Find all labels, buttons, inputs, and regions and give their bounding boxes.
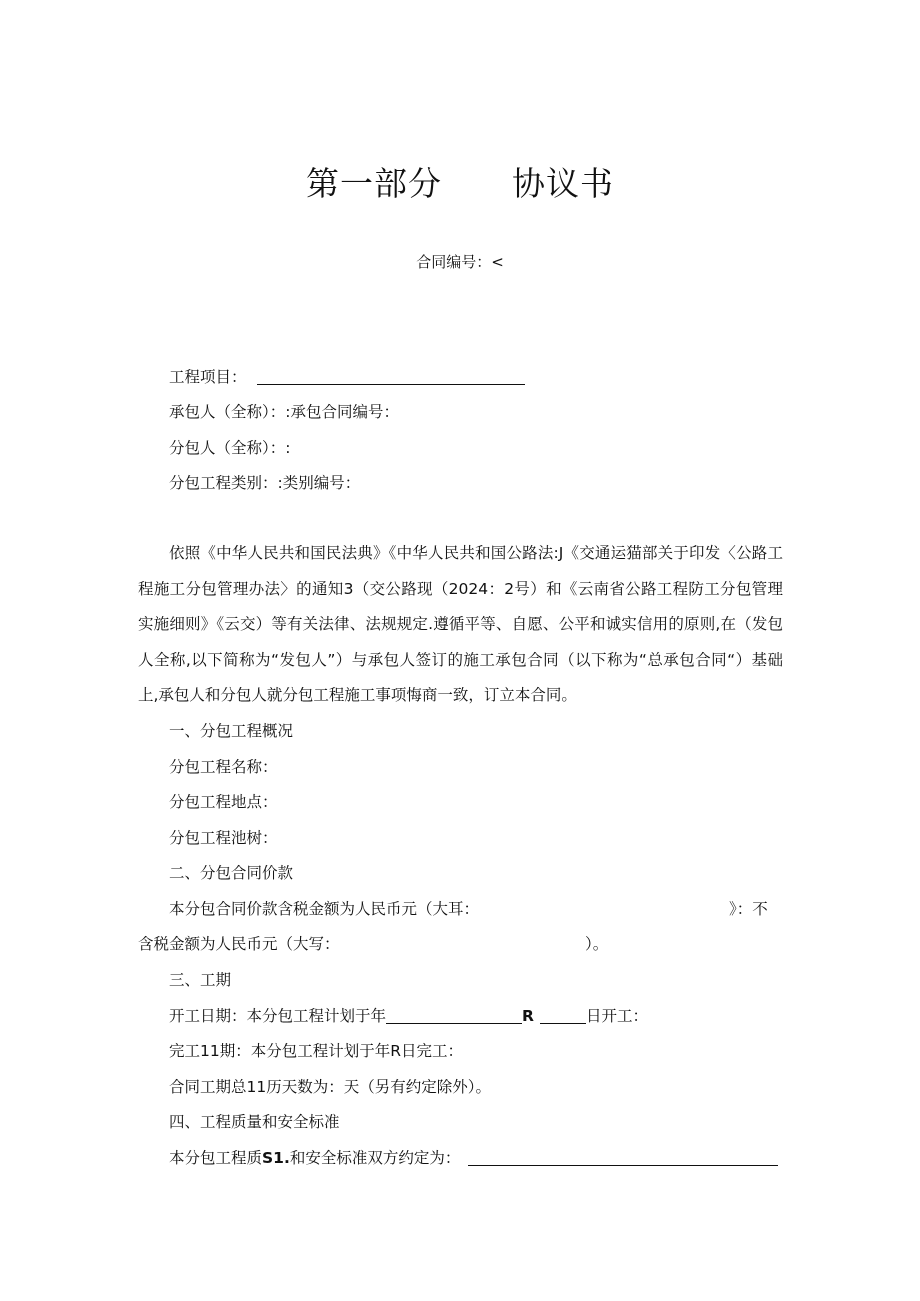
price-line-1-b: 》：不: [729, 900, 768, 918]
price-line-2-a: 含税金额为人民币元（大写：: [138, 935, 340, 953]
subproject-location-label: 分包工程地点：: [169, 793, 278, 811]
quality-label-b: 和安全标准双方约定为：: [289, 1149, 461, 1167]
total-duration-line: 合同工期总11历天数为：天（另有约定除外）。: [169, 1078, 491, 1096]
quality-label-bold: S1.: [262, 1149, 290, 1167]
contract-number-label: 合同编号：<: [416, 253, 504, 271]
price-line-1-a: 本分包合同价款含税金额为人民币元（大耳：: [169, 900, 480, 918]
contractor-field: [169, 400, 399, 422]
section-3-heading: 三、工期: [169, 971, 232, 989]
start-date-label: 开工日期：本分包工程计划于年: [169, 1007, 387, 1025]
subcontractor-tail: :: [285, 439, 291, 457]
price-line-2-b: ）。: [585, 935, 609, 953]
section-2-heading: 二、分包合同价款: [169, 864, 294, 882]
section-4-heading: 四、工程质量和安全标准: [169, 1113, 340, 1131]
project-label: 工程项目：: [169, 368, 247, 386]
title-part: 第一部分: [306, 164, 442, 203]
project-blank[interactable]: [257, 370, 525, 385]
start-date-tail: 日开工：: [585, 1007, 648, 1025]
subproject-scope-label: 分包工程池树：: [169, 829, 278, 847]
contractor-no-label: :承包合同编号：: [285, 403, 399, 421]
document-title: [0, 158, 920, 205]
category-field: [169, 471, 360, 493]
project-field: [169, 365, 525, 387]
start-day-blank[interactable]: [540, 1009, 586, 1024]
quality-standard-blank[interactable]: [468, 1151, 778, 1166]
quality-standard-line: [169, 1146, 778, 1168]
title-name: 协议书: [512, 164, 614, 203]
start-year-blank[interactable]: [386, 1009, 522, 1024]
subproject-name-label: 分包工程名称：: [169, 758, 278, 776]
section-1-heading: 一、分包工程概况: [169, 722, 294, 740]
quality-label-a: 本分包工程质: [169, 1149, 263, 1167]
category-no-label: :类别编号：: [277, 474, 361, 492]
subcontractor-field: [169, 436, 291, 458]
contractor-label: 承包人（全称）：: [169, 403, 286, 421]
intro-paragraph: 依照《中华人民共和国民法典》《中华人民共和国公路法:J《交通运猫部关于印发〈公路工程施工分包管理办法〉的通知3（交公路现（2024：2号）和《云南省公路工程防工分包管理实施细则》《云交）等有关法律、法规规定.遵循平等、自愿、公平和诚实信用的原则,在（发包人全称,以下简称为“发包人”）与承包人签订的施工承包合同（以下称为“总承包合同“）基础上,承包人和分包人就分包工程施工事项悔商一致，订立本合同。: [138, 544, 783, 704]
start-date-line: [169, 1004, 648, 1026]
start-month-marker: R: [522, 1007, 534, 1025]
subcontractor-label: 分包人（全称）：: [169, 439, 286, 457]
end-date-line: 完工11期：本分包工程计划于年R日完工：: [169, 1042, 463, 1060]
category-label: 分包工程类别：: [169, 474, 278, 492]
